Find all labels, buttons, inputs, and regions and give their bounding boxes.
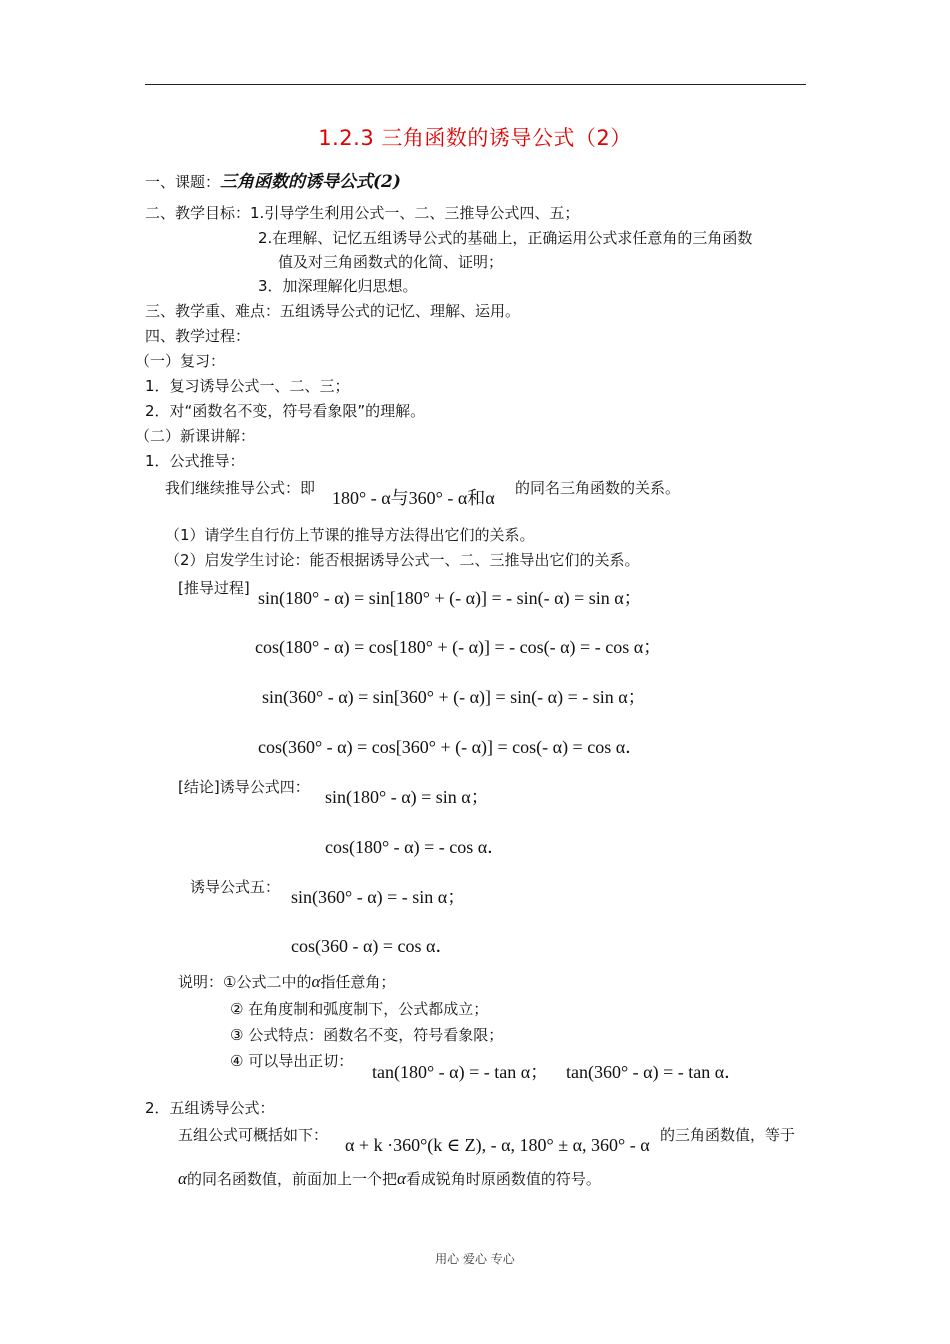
- topic-line: [145, 172, 401, 192]
- topic-label: 一、课题：: [145, 173, 221, 191]
- topic-value: 三角函数的诱导公式(2): [220, 172, 401, 192]
- intro-formula: 180° - α与360° - α和α: [332, 488, 495, 508]
- formula-five-label: 诱导公式五：: [190, 878, 281, 896]
- note-4: ④ 可以导出正切：: [230, 1052, 354, 1070]
- goal-item: 1.引导学生利用公式一、二、三推导公式四、五；: [250, 204, 580, 222]
- goal-item: 值及对三角函数式的化简、证明；: [278, 253, 504, 271]
- header-rule: [145, 84, 806, 85]
- derivation-label: [推导过程]: [178, 579, 250, 597]
- alpha-symbol: α: [396, 1169, 406, 1188]
- intro-suffix: 的同名三角函数的关系。: [515, 479, 681, 497]
- five-groups-prefix: 五组公式可概括如下：: [178, 1126, 329, 1144]
- formula-four: cos(180° - α) = - cos α．: [325, 837, 506, 857]
- derivation-heading: 1．公式推导：: [145, 452, 245, 470]
- derivation-formula: cos(360° - α) = cos[360° + (- α)] = cos(- α) = cos α．: [258, 737, 644, 757]
- goals-label: 二、教学目标：: [145, 204, 251, 222]
- derivation-formula: sin(360° - α) = sin[360° + (- α)] = sin(- α) = - sin α；: [262, 687, 646, 707]
- conclusion-label: [结论]诱导公式四：: [178, 778, 310, 796]
- new-lesson-title: （二）新课讲解：: [135, 427, 256, 445]
- five-groups-formula: α + k ·360°(k ∈ Z), - α, 180° ± α, 360° - α: [345, 1135, 650, 1155]
- note-2: ② 在角度制和弧度制下，公式都成立；: [230, 1000, 489, 1018]
- alpha-symbol: α: [178, 1169, 187, 1188]
- intro-prefix: 我们继续推导公式：即: [165, 479, 316, 497]
- five-groups-suffix: 的三角函数值，等于: [660, 1126, 796, 1144]
- note-3: ③ 公式特点：函数名不变，符号看象限；: [230, 1026, 504, 1044]
- question-1: （1）请学生自行仿上节课的推导方法得出它们的关系。: [165, 526, 535, 544]
- review-item: 2．对“函数名不变，符号看象限”的理解。: [145, 402, 426, 420]
- goals-line-1: [145, 203, 579, 223]
- process-title: 四、教学过程：: [145, 327, 251, 345]
- alpha-symbol: α: [311, 972, 321, 991]
- five-groups-text: 看成锐角时原函数值的符号。: [405, 1170, 601, 1188]
- goal-item: 2.在理解、记忆五组诱导公式的基础上，正确运用公式求任意角的三角函数: [258, 229, 753, 247]
- note-text: 指任意角；: [320, 973, 396, 991]
- note-1: [178, 971, 395, 993]
- formula-four: sin(180° - α) = sin α；: [325, 787, 489, 807]
- question-2: （2）启发学生讨论：能否根据诱导公式一、二、三推导出它们的关系。: [165, 551, 640, 569]
- document-title: 1.2.3 三角函数的诱导公式（2）: [318, 126, 632, 150]
- goal-item: 3．加深理解化归思想。: [258, 277, 418, 295]
- key-points: 三、教学重、难点：五组诱导公式的记忆、理解、运用。: [145, 302, 521, 320]
- five-groups-line-2: [178, 1168, 601, 1190]
- tangent-formula: tan(360° - α) = - tan α．: [566, 1062, 743, 1082]
- review-title: （一）复习：: [135, 352, 226, 370]
- page-footer: 用心 爱心 专心: [435, 1252, 515, 1266]
- review-item: 1．复习诱导公式一、二、三；: [145, 377, 350, 395]
- note-text: ①公式二中的: [223, 973, 312, 991]
- derivation-formula: sin(180° - α) = sin[180° + (- α)] = - sin(- α) = sin α；: [258, 588, 642, 608]
- five-groups-text: 的同名函数值，前面加上一个把: [186, 1170, 397, 1188]
- tangent-formula: tan(180° - α) = - tan α；: [372, 1062, 549, 1082]
- formula-five: sin(360° - α) = - sin α；: [291, 887, 466, 907]
- derivation-formula: cos(180° - α) = cos[180° + (- α)] = - cos(- α) = - cos α；: [255, 637, 662, 657]
- five-groups-title: 2．五组诱导公式：: [145, 1099, 275, 1117]
- formula-five: cos(360 - α) = cos α．: [291, 936, 454, 956]
- notes-label: 说明：: [178, 973, 224, 991]
